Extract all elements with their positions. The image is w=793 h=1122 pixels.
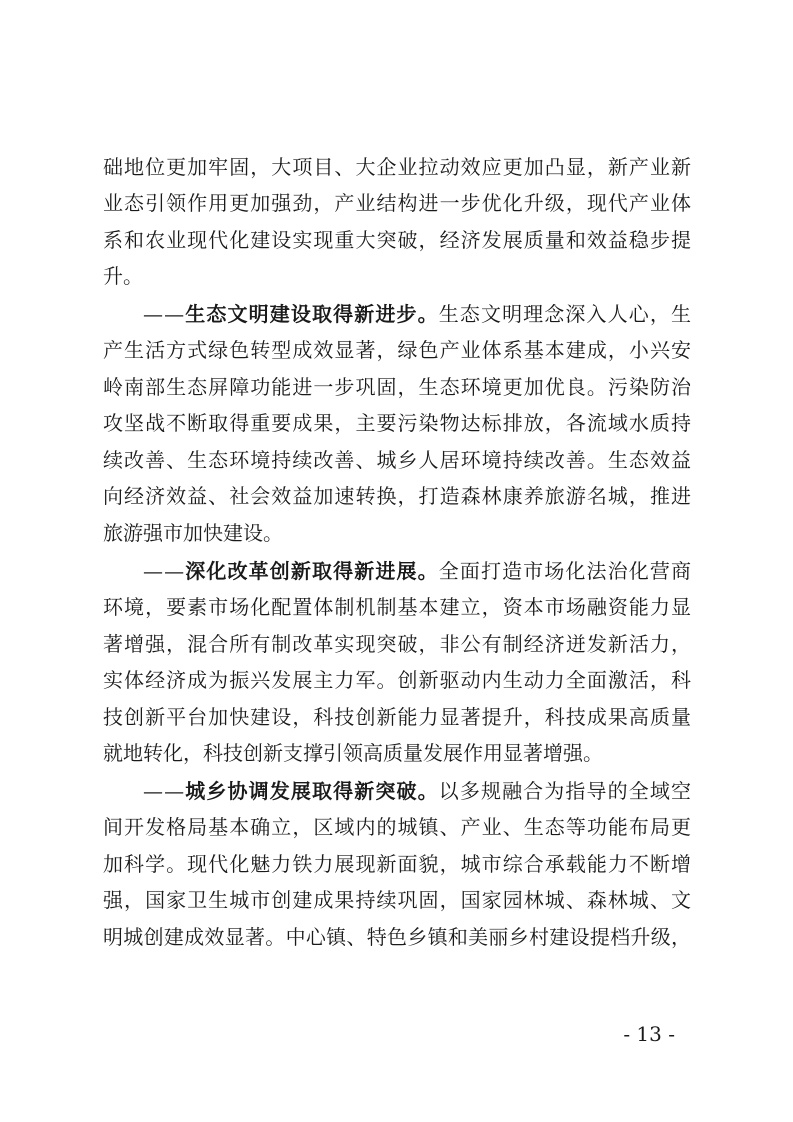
line-text: 业态引领作用更加强劲，产业结构进一步优化升级，现代产业体 bbox=[103, 191, 693, 215]
text-line-21 bbox=[0, 880, 793, 921]
text-line-9 bbox=[0, 440, 793, 481]
section-text: 生态文明理念深入人心，生 bbox=[438, 302, 693, 326]
section-lead: 深化改革创新取得新进展。 bbox=[185, 559, 439, 583]
line-text: 础地位更加牢固，大项目、大企业拉动效应更加凸显，新产业新 bbox=[103, 155, 693, 179]
line-text: 著增强，混合所有制改革实现突破，非公有制经济迸发新活力， bbox=[103, 632, 693, 656]
text-line-7 bbox=[0, 367, 793, 408]
em-dash-prefix: —— bbox=[143, 302, 186, 326]
em-dash-prefix: —— bbox=[143, 779, 186, 803]
section-lead: 城乡协调发展取得新突破。 bbox=[185, 779, 439, 803]
section-line bbox=[143, 551, 692, 592]
text-line-14 bbox=[0, 624, 793, 665]
section-heading-ecology bbox=[0, 294, 793, 335]
section-line bbox=[143, 294, 692, 335]
line-text: 间开发格局基本确立，区域内的城镇、产业、生态等功能布局更 bbox=[103, 815, 693, 839]
line-text: 产生活方式绿色转型成效显著，绿色产业体系基本建成，小兴安 bbox=[103, 338, 693, 362]
text-line-13 bbox=[0, 587, 793, 628]
em-dash-prefix: —— bbox=[143, 559, 186, 583]
text-line-2 bbox=[0, 183, 793, 224]
text-line-19 bbox=[0, 807, 793, 848]
text-line-17 bbox=[0, 733, 793, 774]
line-text: 就地转化，科技创新支撑引领高质量发展作用显著增强。 bbox=[103, 741, 603, 765]
text-line-8 bbox=[0, 403, 793, 444]
section-line bbox=[143, 771, 692, 812]
section-heading-urban-rural bbox=[0, 771, 793, 812]
text-line-3 bbox=[0, 220, 793, 261]
line-text: 实体经济成为振兴发展主力军。创新驱动内生动力全面激活，科 bbox=[103, 668, 693, 692]
line-text: 强，国家卫生城市创建成果持续巩固，国家园林城、森林城、文 bbox=[103, 888, 693, 912]
line-text: 环境，要素市场化配置体制机制基本建立，资本市场融资能力显 bbox=[103, 595, 693, 619]
section-text: 以多规融合为指导的全域空 bbox=[438, 779, 693, 803]
text-line-11 bbox=[0, 513, 793, 554]
section-text: 全面打造市场化法治化营商 bbox=[438, 559, 693, 583]
line-text: 旅游强市加快建设。 bbox=[103, 521, 283, 545]
line-text: 加科学。现代化魅力铁力展现新面貌，城市综合承载能力不断增 bbox=[103, 852, 693, 876]
text-line-20 bbox=[0, 844, 793, 885]
line-text: 升。 bbox=[103, 264, 143, 288]
text-line-15 bbox=[0, 660, 793, 701]
text-line-6 bbox=[0, 330, 793, 371]
line-text: 续改善、生态环境持续改善、城乡人居环境持续改善。生态效益 bbox=[103, 448, 693, 472]
line-text: 岭南部生态屏障功能进一步巩固，生态环境更加优良。污染防治 bbox=[103, 375, 693, 399]
line-text: 攻坚战不断取得重要成果，主要污染物达标排放，各流域水质持 bbox=[103, 411, 693, 435]
line-text: 向经济效益、社会效益加速转换，打造森林康养旅游名城，推进 bbox=[103, 484, 693, 508]
page-number: - 13 - bbox=[623, 1022, 675, 1046]
text-line-10 bbox=[0, 476, 793, 517]
section-heading-reform bbox=[0, 551, 793, 592]
line-text: 技创新平台加快建设，科技创新能力显著提升，科技成果高质量 bbox=[103, 705, 693, 729]
text-line-16 bbox=[0, 697, 793, 738]
section-lead: 生态文明建设取得新进步。 bbox=[185, 302, 439, 326]
text-line-4 bbox=[0, 256, 793, 297]
text-line-1 bbox=[0, 147, 793, 188]
line-text: 系和农业现代化建设实现重大突破，经济发展质量和效益稳步提 bbox=[103, 228, 693, 252]
text-line-22 bbox=[0, 917, 793, 958]
line-text: 明城创建成效显著。中心镇、特色乡镇和美丽乡村建设提档升级， bbox=[103, 925, 692, 949]
